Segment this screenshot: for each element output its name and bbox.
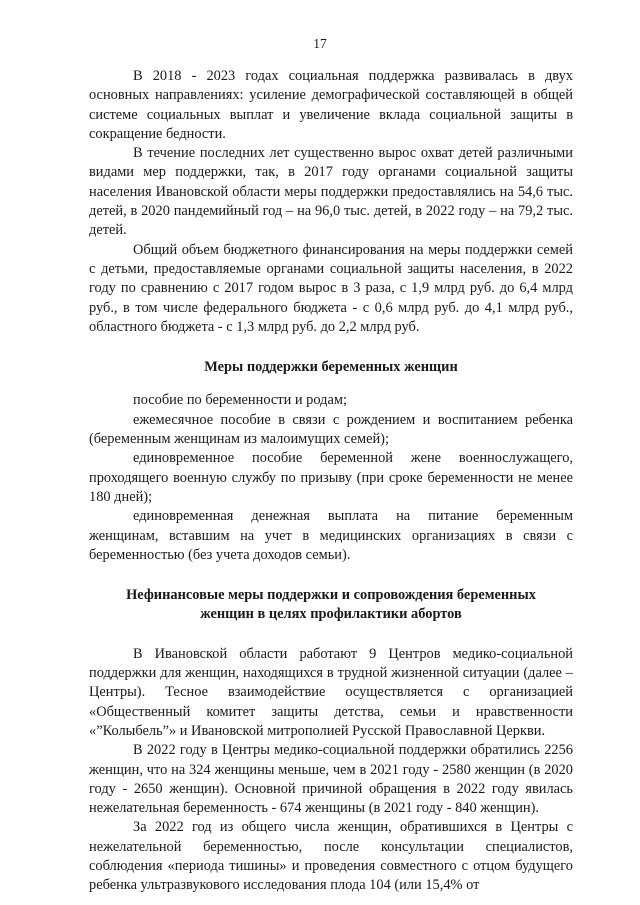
section-heading-line: женщин в целях профилактики абортов [200,606,462,623]
paragraph: В Ивановской области работают 9 Центров медико-социальной поддержки для женщин, находящихся в трудной жизненной ситуации (далее – Центры). Тесное взаимодействие осуществляется с организацией «Общественный комитет защиты детства, семьи и нравственности «”Колыбель”» и Ивановской митрополией Русской Православной Церкви. [89,645,573,739]
page-number: 17 [313,36,327,51]
paragraph: За 2022 год из общего числа женщин, обратившихся в Центры с нежелательной беременностью, после консультации специалистов, соблюдения «периода тишины» и проведения совместного с отцом будущего ребенка ультразвукового исследования плода 104 (или 15,4% от [89,819,573,894]
list-item: единовременное пособие беременной жене военнослужащего, проходящего военную службу по призыву (при сроке беременности не менее 180 дней); [89,450,573,505]
list-item: пособие по беременности и родам; [133,392,347,409]
list-item: единовременная денежная выплата на питание беременным женщинам, вставшим на учет в медицинских организациях в связи с беременностью (без учета доходов семьи). [89,508,573,563]
list-item: ежемесячное пособие в связи с рождением и воспитанием ребенка (беременным женщинам из малоимущих семей); [89,411,573,448]
paragraph: В 2022 году в Центры медико-социальной поддержки обратились 2256 женщин, что на 324 женщины меньше, чем в 2021 году - 2580 женщин (в 2020 году - 2650 женщин). Основной причиной обращения в 2022 году явилась нежелательная беременность - 674 женщины (в 2021 году - 840 женщин). [89,742,573,817]
paragraph: В 2018 - 2023 годах социальная поддержка развивалась в двух основных направлениях: усиление демографической составляющей в общей системе социальных выплат и увеличение вклада социальной защиты в сокращение бедности. [89,68,573,142]
section-heading [89,586,573,625]
section-heading-line: Нефинансовые меры поддержки и сопровождения беременных [126,587,536,604]
document-body [89,67,573,896]
paragraph: В течение последних лет существенно вырос охват детей различными видами мер поддержки, так, в 2017 году органами социальной защиты населения Ивановской области меры поддержки предоставлялись на 54,6 тыс. детей, в 2020 пандемийный год – на 96,0 тыс. детей, в 2022 году – на 79,2 тыс. детей. [89,145,573,239]
section-heading: Меры поддержки беременных женщин [204,359,458,376]
paragraph: Общий объем бюджетного финансирования на меры поддержки семей с детьми, предоставляемые органами социальной защиты населения, в 2022 году по сравнению с 2017 годом вырос в 3 раза, с 1,9 млрд руб. до 6,4 млрд руб., в том числе федерального бюджета - с 0,6 млрд руб. до 4,1 млрд руб., областного бюджета - с 1,3 млрд руб. до 2,2 млрд руб. [89,241,573,335]
